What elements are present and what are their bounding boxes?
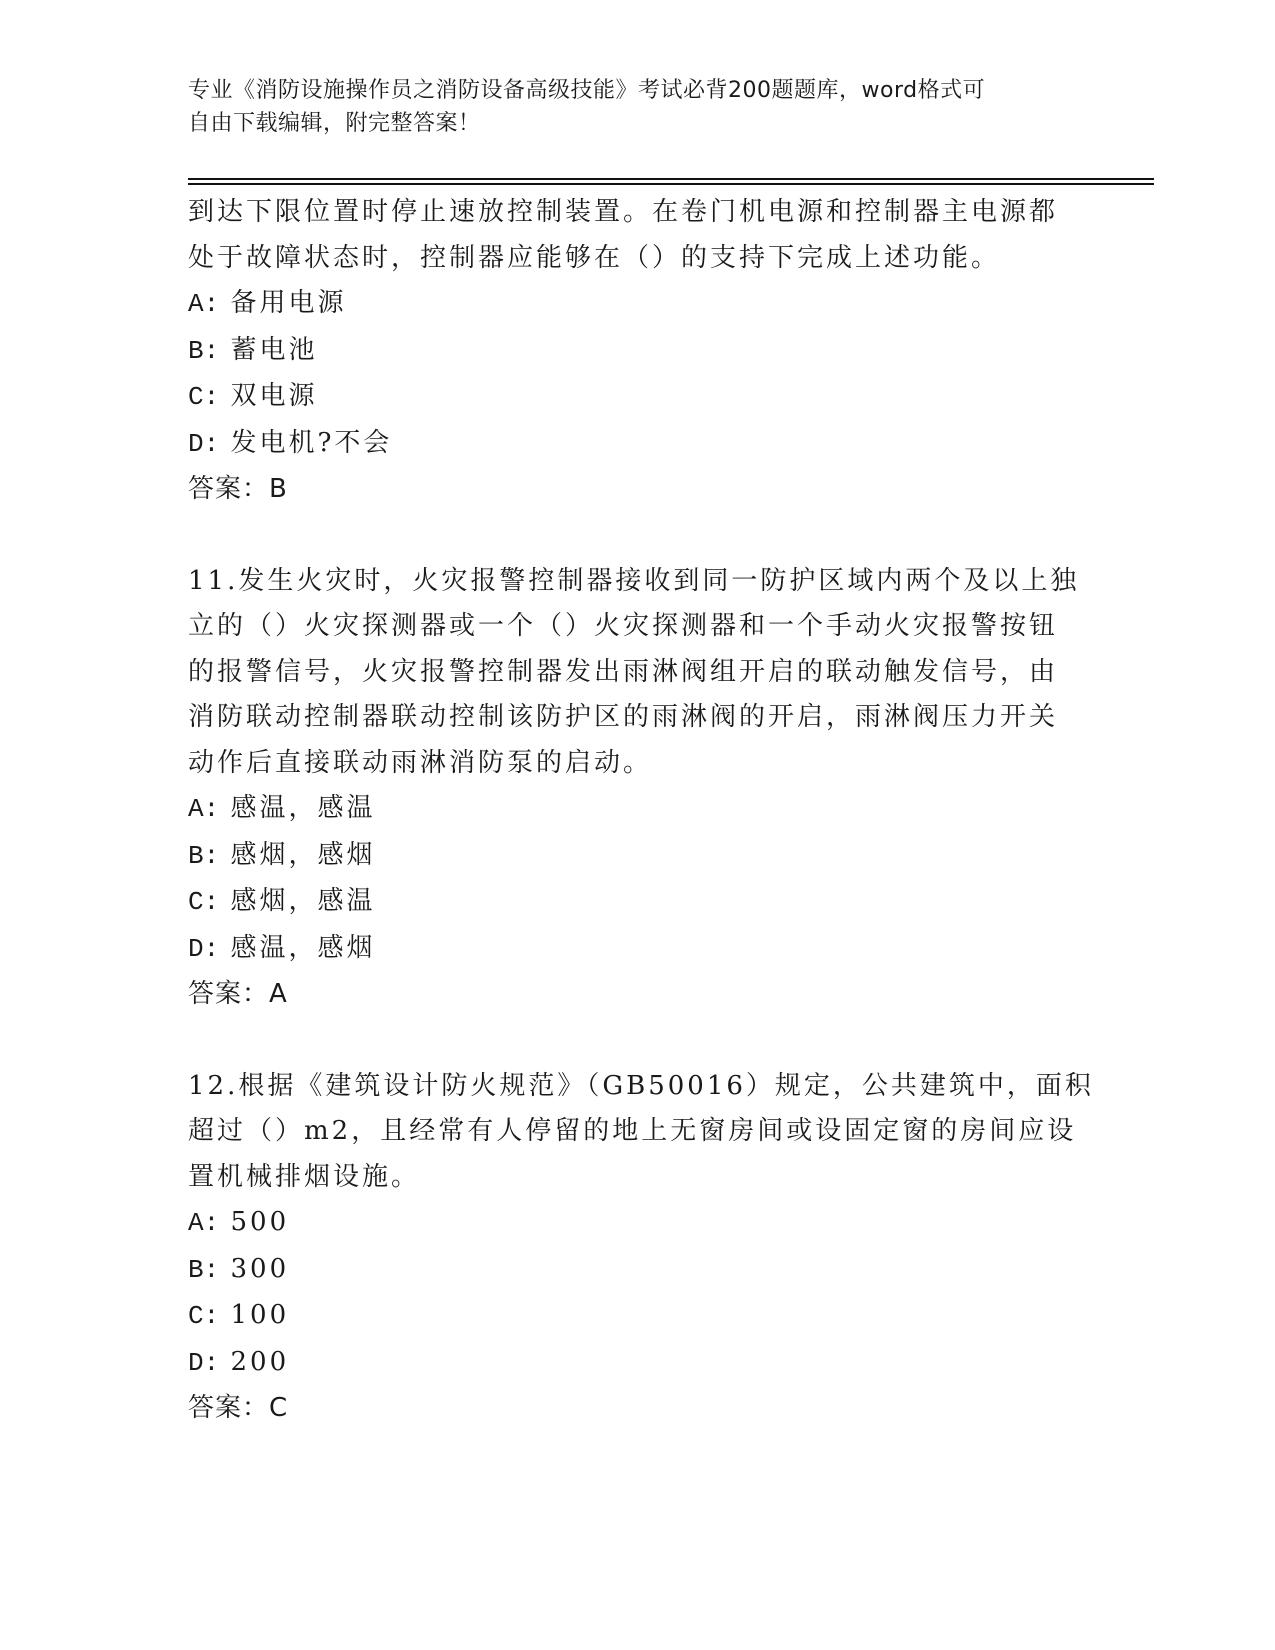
option-c: C: 100 (188, 1300, 290, 1331)
option-c: C: 双电源 (188, 381, 318, 412)
answer: 答案：A (188, 979, 288, 1009)
option-b: B: 蓄电池 (188, 334, 318, 366)
question-stem-line: 动作后直接联动雨淋消防泵的启动。 (188, 747, 653, 778)
question-10 (188, 190, 1088, 513)
option-c: C: 感烟，感温 (188, 886, 376, 917)
header-line-1: 专业《消防设施操作员之消防设备高级技能》考试必背200题题库，word格式可 (188, 78, 986, 103)
document-header (188, 74, 1068, 140)
question-stem-line: 11.发生火灾时，火灾报警控制器接收到同一防护区域内两个及以上独 (188, 565, 1080, 596)
question-stem-line: 12.根据《建筑设计防火规范》（GB50016）规定，公共建筑中，面积 (188, 1070, 1094, 1101)
spacer (188, 513, 1088, 559)
option-a: A: 500 (188, 1207, 290, 1238)
answer: 答案：B (188, 474, 288, 504)
option-a: A: 备用电源 (188, 288, 347, 319)
header-divider-top (188, 178, 1154, 180)
question-stem-line: 到达下限位置时停止速放控制装置。在卷门机电源和控制器主电源都 (188, 197, 1059, 227)
header-divider-bottom (188, 183, 1154, 185)
question-stem-line: 超过（）m2，且经常有人停留的地上无窗房间或设固定窗的房间应设 (188, 1116, 1077, 1146)
answer: 答案：C (188, 1393, 289, 1423)
option-d: D: 200 (188, 1346, 290, 1378)
header-line-2: 自由下载编辑，附完整答案！ (188, 111, 481, 136)
option-a: A: 感温，感温 (188, 793, 376, 824)
question-stem-line: 的报警信号，火灾报警控制器发出雨淋阀组开启的联动触发信号，由 (188, 656, 1059, 687)
option-b: B: 300 (188, 1253, 290, 1285)
question-12 (188, 1064, 1094, 1432)
question-11 (188, 559, 1088, 1018)
question-stem-line: 置机械排烟设施。 (188, 1161, 421, 1192)
question-content (188, 190, 1094, 1432)
spacer (188, 1018, 1088, 1064)
option-d: D: 发电机?不会 (188, 427, 393, 459)
option-b: B: 感烟，感烟 (188, 839, 376, 871)
question-stem-line: 立的（）火灾探测器或一个（）火灾探测器和一个手动火灾报警按钮 (188, 611, 1059, 641)
question-stem-line: 处于故障状态时，控制器应能够在（）的支持下完成上述功能。 (188, 242, 1001, 273)
option-d: D: 感温，感烟 (188, 932, 376, 964)
question-stem-line: 消防联动控制器联动控制该防护区的雨淋阀的开启，雨淋阀压力开关 (188, 702, 1059, 732)
